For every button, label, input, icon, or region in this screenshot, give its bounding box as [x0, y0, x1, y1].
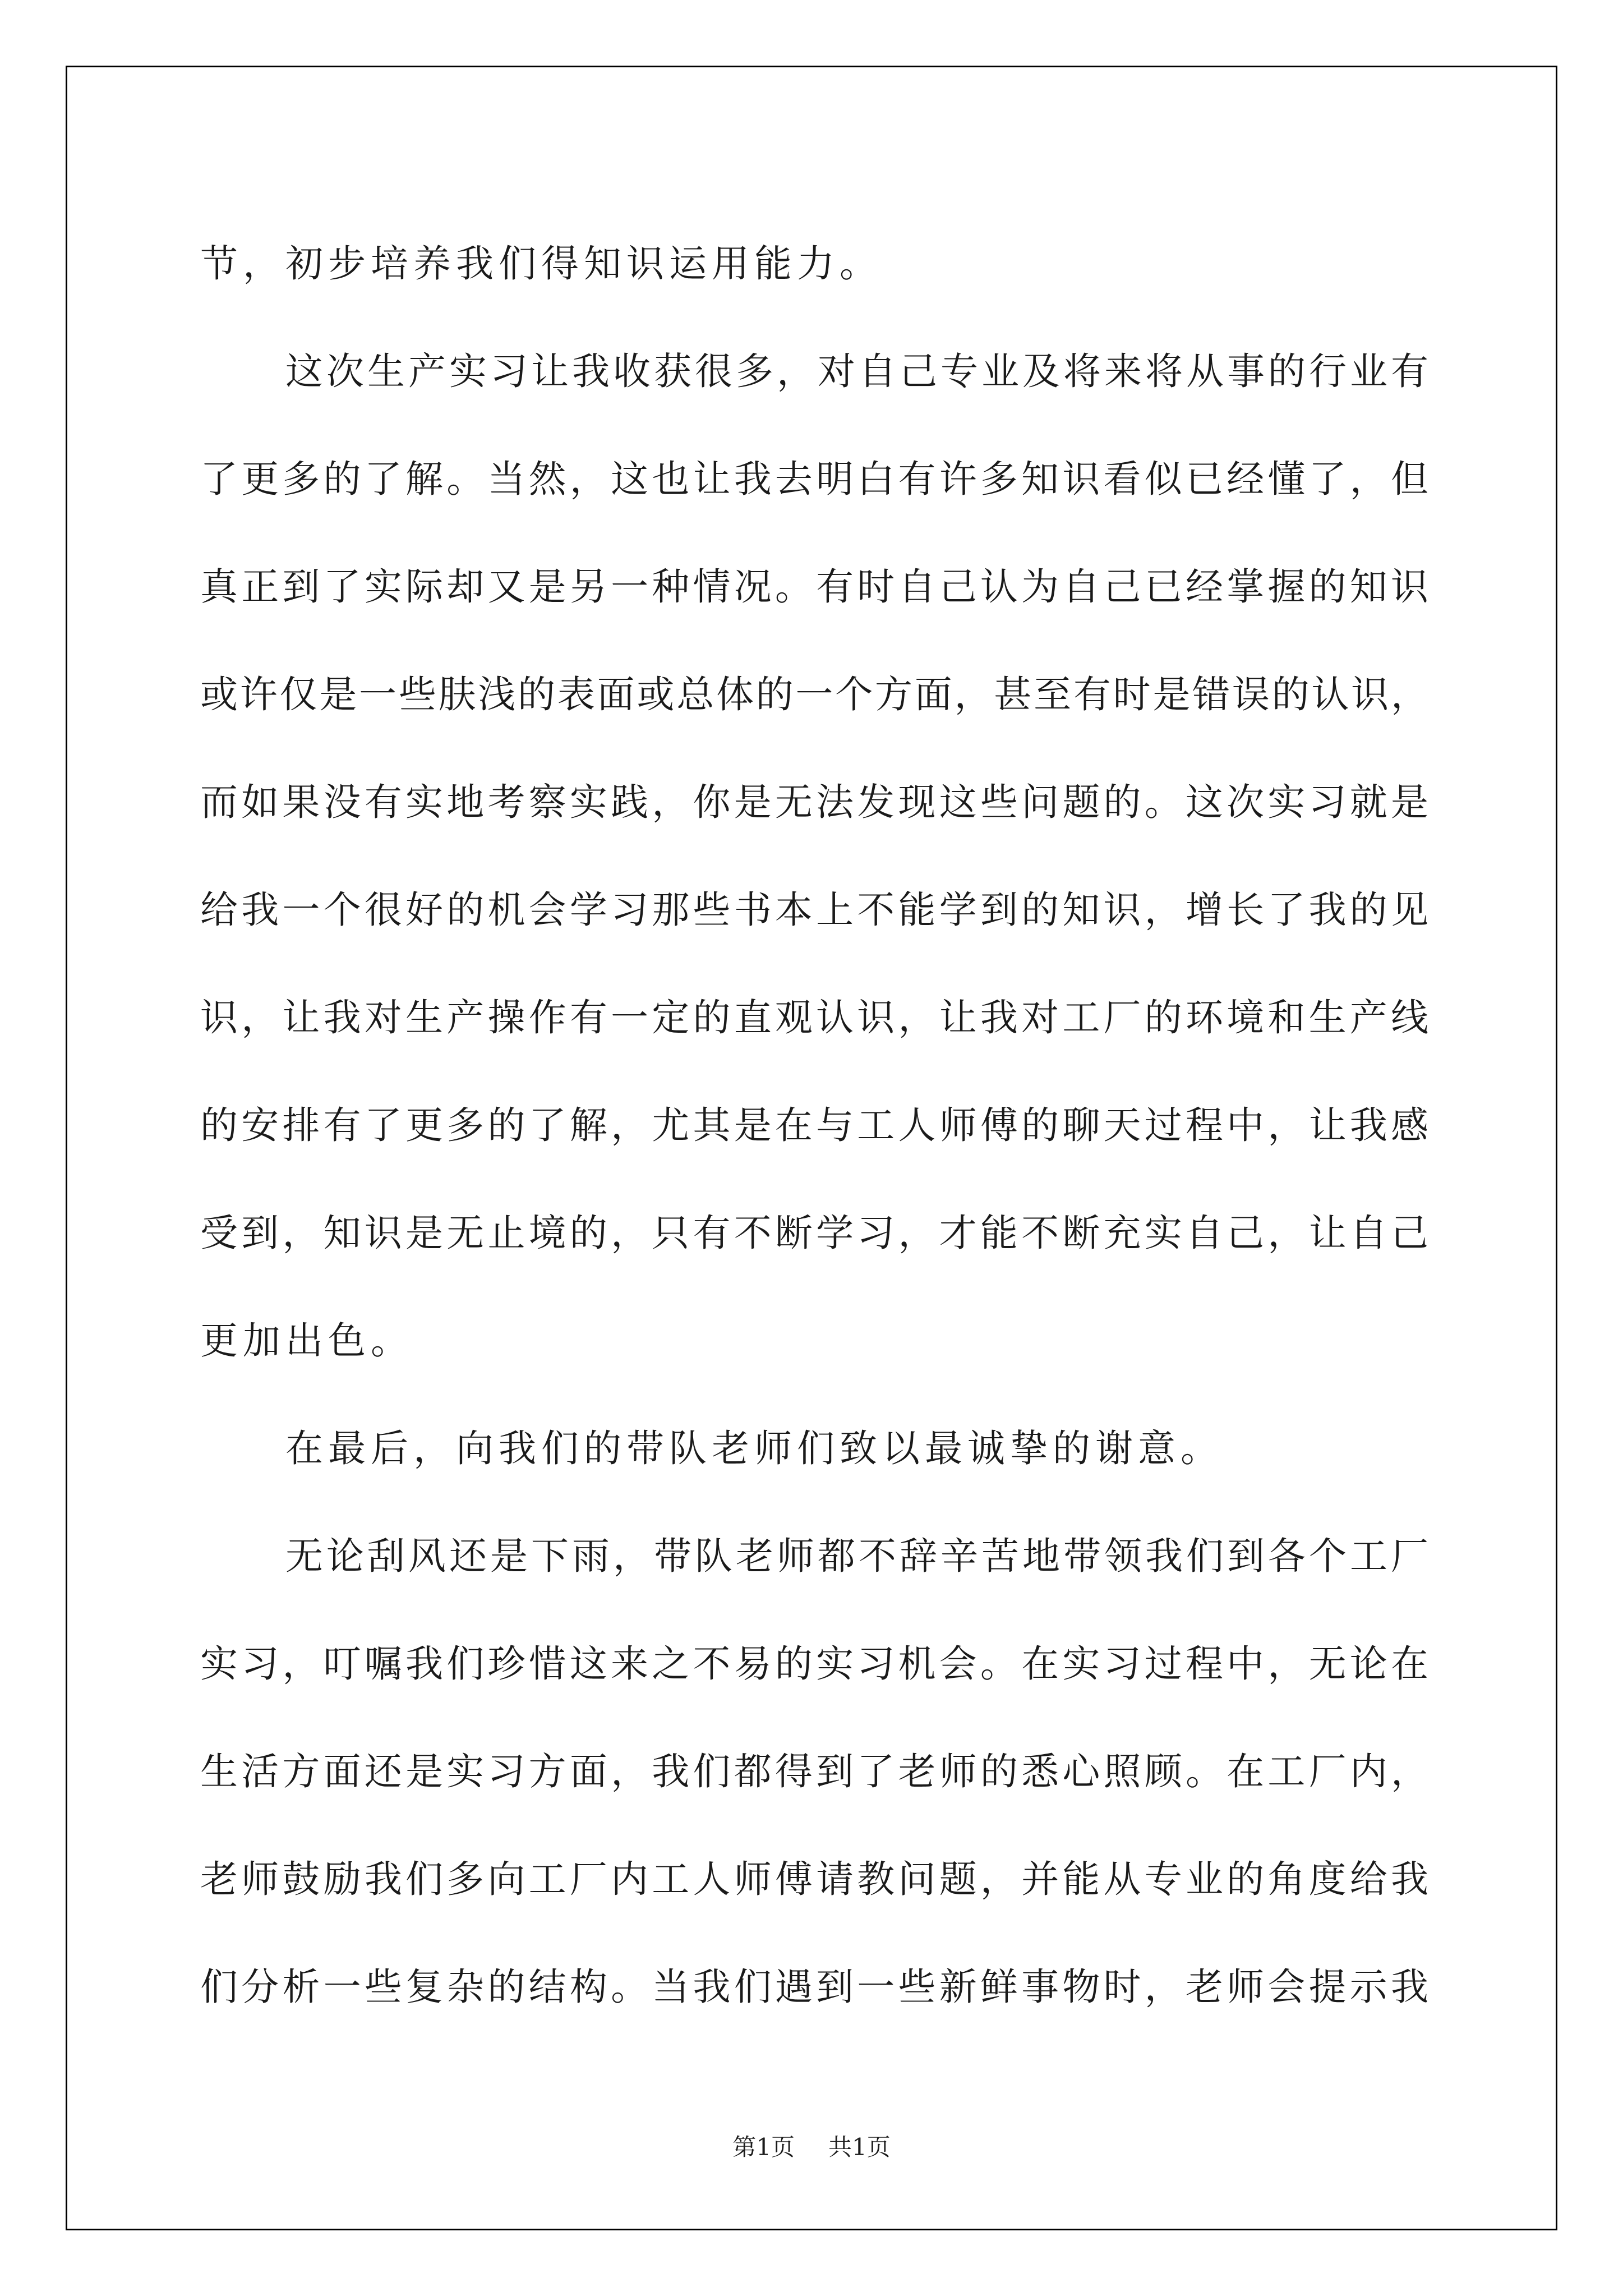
text-line: 在最后，向我们的带队老师们致以最诚挚的谢意。 [285, 1427, 1223, 1470]
text-line: 识，让我对生产操作有一定的直观认识，让我对工厂的环境和生产线 [200, 996, 1428, 1039]
page-total: 共1页 [828, 2133, 891, 2161]
text-line: 的安排有了更多的了解，尤其是在与工人师傅的聊天过程中，让我感 [200, 1103, 1428, 1147]
text-line: 生活方面还是实习方面，我们都得到了老师的悉心照顾。在工厂内， [200, 1750, 1428, 1793]
text-line: 们分析一些复杂的结构。当我们遇到一些新鲜事物时，老师会提示我 [200, 1965, 1428, 2009]
text-line: 实习，叮嘱我们珍惜这来之不易的实习机会。在实习过程中，无论在 [200, 1642, 1428, 1686]
document-body [200, 210, 1428, 2041]
text-line: 这次生产实习让我收获很多，对自己专业及将来将从事的行业有 [285, 349, 1428, 393]
page-number: 第1页 [732, 2133, 795, 2161]
text-line: 了更多的了解。当然，这也让我去明白有许多知识看似已经懂了，但 [200, 457, 1428, 501]
text-line: 节，初步培养我们得知识运用能力。 [200, 242, 882, 286]
text-line: 给我一个很好的机会学习那些书本上不能学到的知识，增长了我的见 [200, 888, 1428, 932]
text-line: 或许仅是一些肤浅的表面或总体的一个方面，甚至有时是错误的认识， [200, 673, 1428, 716]
text-line: 无论刮风还是下雨，带队老师都不辞辛苦地带领我们到各个工厂 [285, 1534, 1428, 1578]
page-footer [0, 2131, 1623, 2164]
text-line: 更加出色。 [200, 1319, 413, 1363]
text-line: 老师鼓励我们多向工厂内工人师傅请教问题，并能从专业的角度给我 [200, 1857, 1428, 1901]
text-line: 受到，知识是无止境的，只有不断学习，才能不断充实自己，让自己 [200, 1211, 1428, 1255]
text-line: 而如果没有实地考察实践，你是无法发现这些问题的。这次实习就是 [200, 780, 1428, 824]
text-line: 真正到了实际却又是另一种情况。有时自己认为自己已经掌握的知识 [200, 565, 1428, 609]
